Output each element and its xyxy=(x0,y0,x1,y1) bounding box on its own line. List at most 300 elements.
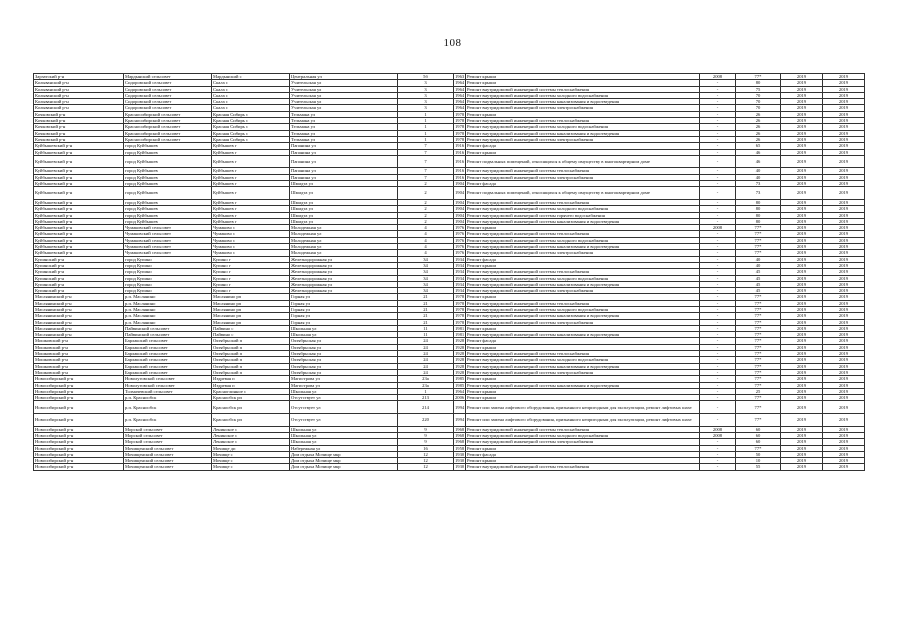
cell-street: Железнодорожная ул xyxy=(290,256,398,262)
capital-repair-table xyxy=(33,73,865,471)
cell-year: 1916 xyxy=(455,174,465,180)
cell-municipality: Морской сельсовет xyxy=(124,426,212,432)
cell-district: Маслянинский р-н xyxy=(34,294,124,300)
cell-plan-start: 2019 xyxy=(781,426,823,432)
cell-district: Маслянинский р-н xyxy=(34,313,124,319)
cell-house: 2 xyxy=(398,218,454,224)
cell-wear-percent: 80 xyxy=(736,199,781,205)
cell-municipality: город Куйбышев xyxy=(124,143,212,149)
cell-street: Октябрьская ул xyxy=(290,357,398,363)
cell-house: 7 xyxy=(398,168,454,174)
cell-year: 1968 xyxy=(455,432,465,438)
cell-plan-start: 2019 xyxy=(781,332,823,338)
table-body xyxy=(34,74,865,471)
cell-street: Шмидта ул xyxy=(290,199,398,205)
cell-locality: Скала с xyxy=(212,99,290,105)
cell-plan-start: 2019 xyxy=(781,143,823,149)
cell-house: 34 xyxy=(398,275,454,281)
cell-house: 1 xyxy=(398,111,454,117)
cell-plan-end: 2019 xyxy=(823,426,865,432)
cell-street: Папанина ул xyxy=(290,155,398,168)
cell-last-repair-year: - xyxy=(700,369,736,375)
cell-plan-start: 2019 xyxy=(781,105,823,111)
cell-district: Маслянинский р-н xyxy=(34,325,124,331)
cell-house: 2 xyxy=(398,199,454,205)
cell-plan-end: 2019 xyxy=(823,262,865,268)
cell-plan-end: 2019 xyxy=(823,319,865,325)
cell-plan-end: 2019 xyxy=(823,376,865,382)
cell-house: 9 xyxy=(398,439,454,445)
cell-municipality: Чумаковский сельсовет xyxy=(124,237,212,243)
cell-plan-end: 2019 xyxy=(823,92,865,98)
cell-last-repair-year: - xyxy=(700,187,736,200)
cell-last-repair-year: - xyxy=(700,275,736,281)
cell-plan-start: 2019 xyxy=(781,300,823,306)
cell-house: 7 xyxy=(398,149,454,155)
cell-plan-start: 2019 xyxy=(781,269,823,275)
cell-district: Кочковский р-н xyxy=(34,118,124,124)
cell-district: Куйбышевский р-н xyxy=(34,237,124,243)
cell-district: Новосибирский р-н xyxy=(34,382,124,388)
cell-work-type: Ремонт внутридомовой инженерной системы электроснабжения xyxy=(466,439,700,445)
cell-plan-start: 2019 xyxy=(781,319,823,325)
cell-plan-start: 2019 xyxy=(781,181,823,187)
cell-work-type: Ремонт внутридомовой инженерной системы холодного водоснабжения xyxy=(466,206,700,212)
cell-district: Маслянинский р-н xyxy=(34,332,124,338)
cell-year: 1978 xyxy=(455,124,465,130)
cell-locality: Купино г xyxy=(212,281,290,287)
cell-street: Шмидта ул xyxy=(290,187,398,200)
cell-year: 1964 xyxy=(455,80,465,86)
cell-work-type: Ремонт внутридомовой инженерной системы холодного водоснабжения xyxy=(466,124,700,130)
cell-district: Новосибирский р-н xyxy=(34,464,124,470)
cell-wear-percent: 40 xyxy=(736,262,781,268)
cell-year: 1928 xyxy=(455,369,465,375)
cell-municipality: Барлакский сельсовет xyxy=(124,357,212,363)
cell-street: Папанина ул xyxy=(290,168,398,174)
cell-plan-end: 2019 xyxy=(823,136,865,142)
cell-district: Мошковский р-н xyxy=(34,363,124,369)
cell-wear-percent: 65 xyxy=(736,143,781,149)
cell-plan-start: 2019 xyxy=(781,212,823,218)
cell-house: 12 xyxy=(398,464,454,470)
cell-plan-start: 2019 xyxy=(781,445,823,451)
cell-work-type: Ремонт внутридомовой инженерной системы электроснабжения xyxy=(466,288,700,294)
cell-plan-start: 2019 xyxy=(781,136,823,142)
cell-plan-end: 2019 xyxy=(823,250,865,256)
cell-municipality: р.п. Маслянино xyxy=(124,300,212,306)
cell-last-repair-year: - xyxy=(700,338,736,344)
cell-locality: Октябрьский п xyxy=(212,338,290,344)
cell-house: 7 xyxy=(398,143,454,149)
cell-plan-end: 2019 xyxy=(823,237,865,243)
cell-locality: Скала с xyxy=(212,92,290,98)
cell-district: Новосибирский р-н xyxy=(34,414,124,427)
cell-locality: Красноглинное с xyxy=(212,388,290,394)
cell-plan-end: 2019 xyxy=(823,118,865,124)
cell-street: Шмидта ул xyxy=(290,212,398,218)
cell-plan-start: 2019 xyxy=(781,344,823,350)
cell-last-repair-year: - xyxy=(700,445,736,451)
cell-last-repair-year: - xyxy=(700,313,736,319)
cell-street: Учительская ул xyxy=(290,99,398,105)
cell-year: 1968 xyxy=(455,426,465,432)
cell-wear-percent: 45 xyxy=(736,275,781,281)
cell-street: Тельмана ул xyxy=(290,136,398,142)
cell-locality: Маслянино рп xyxy=(212,294,290,300)
cell-work-type: Ремонт крыши xyxy=(466,445,700,451)
cell-work-type: Ремонт внутридомовой инженерной системы канализования и водоотведения xyxy=(466,99,700,105)
cell-plan-end: 2019 xyxy=(823,143,865,149)
cell-house: 24 xyxy=(398,344,454,350)
cell-work-type: Ремонт внутридомовой инженерной системы электроснабжения xyxy=(466,105,700,111)
cell-house: 34 xyxy=(398,281,454,287)
cell-plan-end: 2019 xyxy=(823,155,865,168)
cell-last-repair-year: - xyxy=(700,281,736,287)
cell-municipality: Чумаковский сельсовет xyxy=(124,250,212,256)
cell-year: 1964 xyxy=(455,86,465,92)
cell-street: Горная ул xyxy=(290,300,398,306)
cell-last-repair-year: - xyxy=(700,294,736,300)
cell-house: 24 xyxy=(398,363,454,369)
cell-year: 1978 xyxy=(455,319,465,325)
cell-year: 1964 xyxy=(455,388,465,394)
cell-plan-start: 2019 xyxy=(781,275,823,281)
cell-work-type: Ремонт или замена лифтового оборудования, признанного непригодным для эксплуатации, ремонт лифтовых шахт xyxy=(466,401,700,414)
cell-municipality: город Купино xyxy=(124,269,212,275)
cell-locality: Мардынский с xyxy=(212,74,290,80)
cell-year: 1985 xyxy=(455,382,465,388)
cell-work-type: Ремонт крыши xyxy=(466,458,700,464)
cell-plan-end: 2019 xyxy=(823,111,865,117)
cell-last-repair-year: - xyxy=(700,181,736,187)
cell-house: 3 xyxy=(398,80,454,86)
cell-locality: Чумаково с xyxy=(212,237,290,243)
cell-street: Магистрова ул xyxy=(290,382,398,388)
cell-wear-percent: 70 xyxy=(736,99,781,105)
cell-house: 12 xyxy=(398,451,454,457)
cell-plan-start: 2019 xyxy=(781,382,823,388)
cell-municipality: Мочищенский сельсовет xyxy=(124,445,212,451)
cell-wear-percent: 77* xyxy=(736,363,781,369)
cell-locality: Куйбышев г xyxy=(212,218,290,224)
cell-municipality: город Купино xyxy=(124,275,212,281)
cell-wear-percent: 26 xyxy=(736,124,781,130)
cell-plan-start: 2019 xyxy=(781,118,823,124)
cell-district: Куйбышевский р-н xyxy=(34,155,124,168)
cell-house: 23а xyxy=(398,382,454,388)
cell-plan-end: 2019 xyxy=(823,306,865,312)
cell-work-type: Ремонт внутридомовой инженерной системы холодного водоснабжения xyxy=(466,357,700,363)
cell-street: Горная ул xyxy=(290,313,398,319)
cell-wear-percent: 77* xyxy=(736,306,781,312)
table-row xyxy=(34,464,865,470)
cell-house: 23а xyxy=(398,376,454,382)
cell-year: 1934 xyxy=(455,288,465,294)
cell-street: Октябрьская ул xyxy=(290,369,398,375)
cell-work-type: Ремонт крыши xyxy=(466,74,700,80)
cell-plan-start: 2019 xyxy=(781,294,823,300)
cell-municipality: город Куйбышев xyxy=(124,187,212,200)
cell-municipality: Барлакский сельсовет xyxy=(124,369,212,375)
cell-street: Папанина ул xyxy=(290,149,398,155)
cell-last-repair-year: - xyxy=(700,155,736,168)
cell-locality: Мочище с xyxy=(212,451,290,457)
cell-work-type: Ремонт внутридомовой инженерной системы теплоснабжения xyxy=(466,168,700,174)
cell-work-type: Ремонт внутридомовой инженерной системы канализования и водоотведения xyxy=(466,382,700,388)
cell-district: Куйбышевский р-н xyxy=(34,206,124,212)
cell-plan-end: 2019 xyxy=(823,281,865,287)
cell-locality: Чумаково с xyxy=(212,250,290,256)
cell-plan-start: 2019 xyxy=(781,432,823,438)
cell-wear-percent: 46 xyxy=(736,155,781,168)
cell-plan-start: 2019 xyxy=(781,218,823,224)
cell-municipality: город Куйбышев xyxy=(124,199,212,205)
cell-plan-end: 2019 xyxy=(823,395,865,401)
cell-plan-start: 2019 xyxy=(781,225,823,231)
cell-last-repair-year: - xyxy=(700,395,736,401)
cell-locality: Купино г xyxy=(212,275,290,281)
cell-year: 1978 xyxy=(455,306,465,312)
cell-work-type: Ремонт внутридомовой инженерной системы теплоснабжения xyxy=(466,426,700,432)
cell-locality: Красная Сибирь с xyxy=(212,136,290,142)
cell-locality: Красная Сибирь с xyxy=(212,111,290,117)
cell-last-repair-year: - xyxy=(700,319,736,325)
cell-work-type: Ремонт внутридомовой инженерной системы теплоснабжения xyxy=(466,118,700,124)
cell-last-repair-year: - xyxy=(700,99,736,105)
cell-year: 1968 xyxy=(455,439,465,445)
cell-work-type: Ремонт внутридомовой инженерной системы холодного водоснабжения xyxy=(466,92,700,98)
cell-house: 3 xyxy=(398,105,454,111)
cell-plan-start: 2019 xyxy=(781,155,823,168)
cell-wear-percent: 60 xyxy=(736,432,781,438)
cell-plan-start: 2019 xyxy=(781,149,823,155)
cell-wear-percent: 77* xyxy=(736,351,781,357)
cell-last-repair-year: - xyxy=(700,451,736,457)
cell-last-repair-year: - xyxy=(700,124,736,130)
cell-work-type: Ремонт фасада xyxy=(466,181,700,187)
cell-street: Школьная ул xyxy=(290,426,398,432)
cell-last-repair-year: - xyxy=(700,250,736,256)
cell-plan-start: 2019 xyxy=(781,237,823,243)
cell-wear-percent: 77* xyxy=(736,445,781,451)
cell-last-repair-year: - xyxy=(700,130,736,136)
cell-municipality: город Купино xyxy=(124,288,212,294)
cell-municipality: Чумаковский сельсовет xyxy=(124,231,212,237)
cell-plan-end: 2019 xyxy=(823,124,865,130)
cell-work-type: Ремонт фасада xyxy=(466,451,700,457)
cell-street: Учительская ул xyxy=(290,80,398,86)
cell-district: Маслянинский р-н xyxy=(34,306,124,312)
cell-street: Железнодорожная ул xyxy=(290,269,398,275)
cell-wear-percent: 60 xyxy=(736,439,781,445)
cell-house: 4 xyxy=(398,231,454,237)
cell-municipality: Сидоровский сельсовет xyxy=(124,86,212,92)
cell-plan-start: 2019 xyxy=(781,351,823,357)
cell-house: 9 xyxy=(398,432,454,438)
cell-last-repair-year: - xyxy=(700,464,736,470)
cell-year: 1978 xyxy=(455,111,465,117)
cell-district: Куйбышевский р-н xyxy=(34,244,124,250)
cell-work-type: Ремонт крыши xyxy=(466,262,700,268)
cell-wear-percent: 45 xyxy=(736,281,781,287)
cell-district: Новосибирский р-н xyxy=(34,401,124,414)
cell-year: 1985 xyxy=(455,376,465,382)
cell-district: Колыванский р-н xyxy=(34,105,124,111)
cell-street: Горная ул xyxy=(290,306,398,312)
cell-year: 1916 xyxy=(455,143,465,149)
cell-plan-end: 2019 xyxy=(823,388,865,394)
cell-wear-percent: 80 xyxy=(736,218,781,224)
cell-year: 1928 xyxy=(455,338,465,344)
cell-last-repair-year: 2008 xyxy=(700,432,736,438)
cell-work-type: Ремонт крыши xyxy=(466,294,700,300)
cell-last-repair-year: - xyxy=(700,288,736,294)
cell-street: Дом отдыха Мочище мкр xyxy=(290,451,398,457)
cell-municipality: Сидоровский сельсовет xyxy=(124,92,212,98)
cell-year: 1904 xyxy=(455,181,465,187)
cell-last-repair-year: - xyxy=(700,256,736,262)
cell-locality: Куйбышев г xyxy=(212,155,290,168)
cell-work-type: Ремонт крыши xyxy=(466,344,700,350)
cell-plan-end: 2019 xyxy=(823,344,865,350)
cell-plan-start: 2019 xyxy=(781,111,823,117)
cell-wear-percent: 40 xyxy=(736,256,781,262)
cell-plan-start: 2019 xyxy=(781,187,823,200)
cell-street: Октябрьская ул xyxy=(290,351,398,357)
cell-wear-percent: 77* xyxy=(736,369,781,375)
cell-last-repair-year: - xyxy=(700,105,736,111)
cell-street: Отсутствует ул xyxy=(290,414,398,427)
cell-house: 7 xyxy=(398,155,454,168)
cell-year: 1976 xyxy=(455,237,465,243)
cell-locality: Издревая п xyxy=(212,382,290,388)
cell-work-type: Ремонт внутридомовой инженерной системы электроснабжения xyxy=(466,369,700,375)
cell-house: 7 xyxy=(398,174,454,180)
cell-year: 1976 xyxy=(455,231,465,237)
cell-last-repair-year: 2008 xyxy=(700,225,736,231)
cell-year: 1963 xyxy=(455,74,465,79)
cell-work-type: Ремонт крыши xyxy=(466,80,700,86)
cell-locality: Маслянино рп xyxy=(212,300,290,306)
cell-work-type: Ремонт внутридомовой инженерной системы холодного водоснабжения xyxy=(466,432,700,438)
cell-plan-end: 2019 xyxy=(823,338,865,344)
cell-district: Колыванский р-н xyxy=(34,92,124,98)
cell-municipality: город Куйбышев xyxy=(124,168,212,174)
cell-locality: Чумаково с xyxy=(212,244,290,250)
cell-last-repair-year: - xyxy=(700,388,736,394)
cell-year: 1930 xyxy=(455,458,465,464)
cell-plan-end: 2019 xyxy=(823,357,865,363)
cell-house: 21 xyxy=(398,313,454,319)
cell-locality: Мочище дп xyxy=(212,445,290,451)
cell-plan-end: 2019 xyxy=(823,300,865,306)
cell-plan-end: 2019 xyxy=(823,414,865,427)
cell-district: Купинский р-н xyxy=(34,262,124,268)
cell-house: 24 xyxy=(398,338,454,344)
cell-street: Шмидта ул xyxy=(290,181,398,187)
cell-wear-percent: 40 xyxy=(736,168,781,174)
cell-district: Зарзатский р-н xyxy=(34,74,124,80)
cell-wear-percent: 77* xyxy=(736,300,781,306)
cell-district: Мошковский р-н xyxy=(34,338,124,344)
cell-municipality: Мардынский сельсовет xyxy=(124,74,212,80)
cell-plan-end: 2019 xyxy=(823,80,865,86)
cell-street: Октябрьская ул xyxy=(290,363,398,369)
cell-locality: Краснообск рп xyxy=(212,414,290,427)
cell-street: Учительская ул xyxy=(290,86,398,92)
cell-municipality: р.п. Маслянино xyxy=(124,306,212,312)
cell-municipality: Барлакский сельсовет xyxy=(124,338,212,344)
cell-plan-start: 2019 xyxy=(781,80,823,86)
cell-district: Куйбышевский р-н xyxy=(34,168,124,174)
cell-house: 11 xyxy=(398,325,454,331)
cell-plan-end: 2019 xyxy=(823,199,865,205)
cell-work-type: Ремонт крыши xyxy=(466,149,700,155)
cell-district: Новосибирский р-н xyxy=(34,376,124,382)
cell-plan-end: 2019 xyxy=(823,206,865,212)
cell-plan-end: 2019 xyxy=(823,212,865,218)
cell-municipality: р.п. Маслянино xyxy=(124,313,212,319)
cell-street: Учительская ул xyxy=(290,105,398,111)
cell-work-type: Ремонт внутридомовой инженерной системы электроснабжения xyxy=(466,319,700,325)
cell-work-type: Ремонт внутридомовой инженерной системы канализования и водоотведения xyxy=(466,244,700,250)
cell-locality: Издревая п xyxy=(212,376,290,382)
cell-municipality: Красносибирский сельсовет xyxy=(124,130,212,136)
cell-house: 16 xyxy=(398,445,454,451)
cell-plan-end: 2019 xyxy=(823,464,865,470)
cell-wear-percent: 50 xyxy=(736,451,781,457)
cell-house: 5б xyxy=(398,74,454,80)
cell-work-type: Ремонт фасада xyxy=(466,256,700,262)
cell-plan-end: 2019 xyxy=(823,432,865,438)
cell-district: Куйбышевский р-н xyxy=(34,187,124,200)
cell-wear-percent: 45 xyxy=(736,288,781,294)
cell-last-repair-year: - xyxy=(700,351,736,357)
cell-last-repair-year: - xyxy=(700,414,736,427)
table-row xyxy=(34,155,865,168)
cell-year: 1904 xyxy=(454,187,466,200)
cell-plan-start: 2019 xyxy=(781,395,823,401)
table-row xyxy=(34,187,865,200)
cell-year: 1930 xyxy=(455,464,465,470)
cell-work-type: Ремонт внутридомовой инженерной системы теплоснабжения xyxy=(466,86,700,92)
cell-plan-end: 2019 xyxy=(823,231,865,237)
cell-plan-end: 2019 xyxy=(823,149,865,155)
cell-last-repair-year: - xyxy=(700,376,736,382)
cell-district: Мошковский р-н xyxy=(34,351,124,357)
cell-plan-start: 2019 xyxy=(781,168,823,174)
cell-work-type: Ремонт или замена лифтового оборудования, признанного непригодным для эксплуатации, ремонт лифтовых шахт xyxy=(466,414,700,427)
cell-plan-start: 2019 xyxy=(781,74,823,80)
cell-wear-percent: 77* xyxy=(736,74,781,80)
cell-wear-percent: 77* xyxy=(736,225,781,231)
cell-street: Учительская ул xyxy=(290,92,398,98)
cell-plan-start: 2019 xyxy=(781,338,823,344)
cell-plan-start: 2019 xyxy=(781,414,823,427)
cell-last-repair-year: - xyxy=(700,262,736,268)
cell-locality: Мочище с xyxy=(212,458,290,464)
cell-street: Школьная ул xyxy=(290,388,398,394)
cell-plan-start: 2019 xyxy=(781,439,823,445)
cell-wear-percent: 26 xyxy=(736,130,781,136)
cell-district: Новосибирский р-н xyxy=(34,395,124,401)
cell-locality: Красная Сибирь с xyxy=(212,124,290,130)
cell-wear-percent: 77* xyxy=(736,244,781,250)
cell-locality: Куйбышев г xyxy=(212,199,290,205)
cell-district: Кочковский р-н xyxy=(34,124,124,130)
cell-street: Школьная ул xyxy=(290,332,398,338)
